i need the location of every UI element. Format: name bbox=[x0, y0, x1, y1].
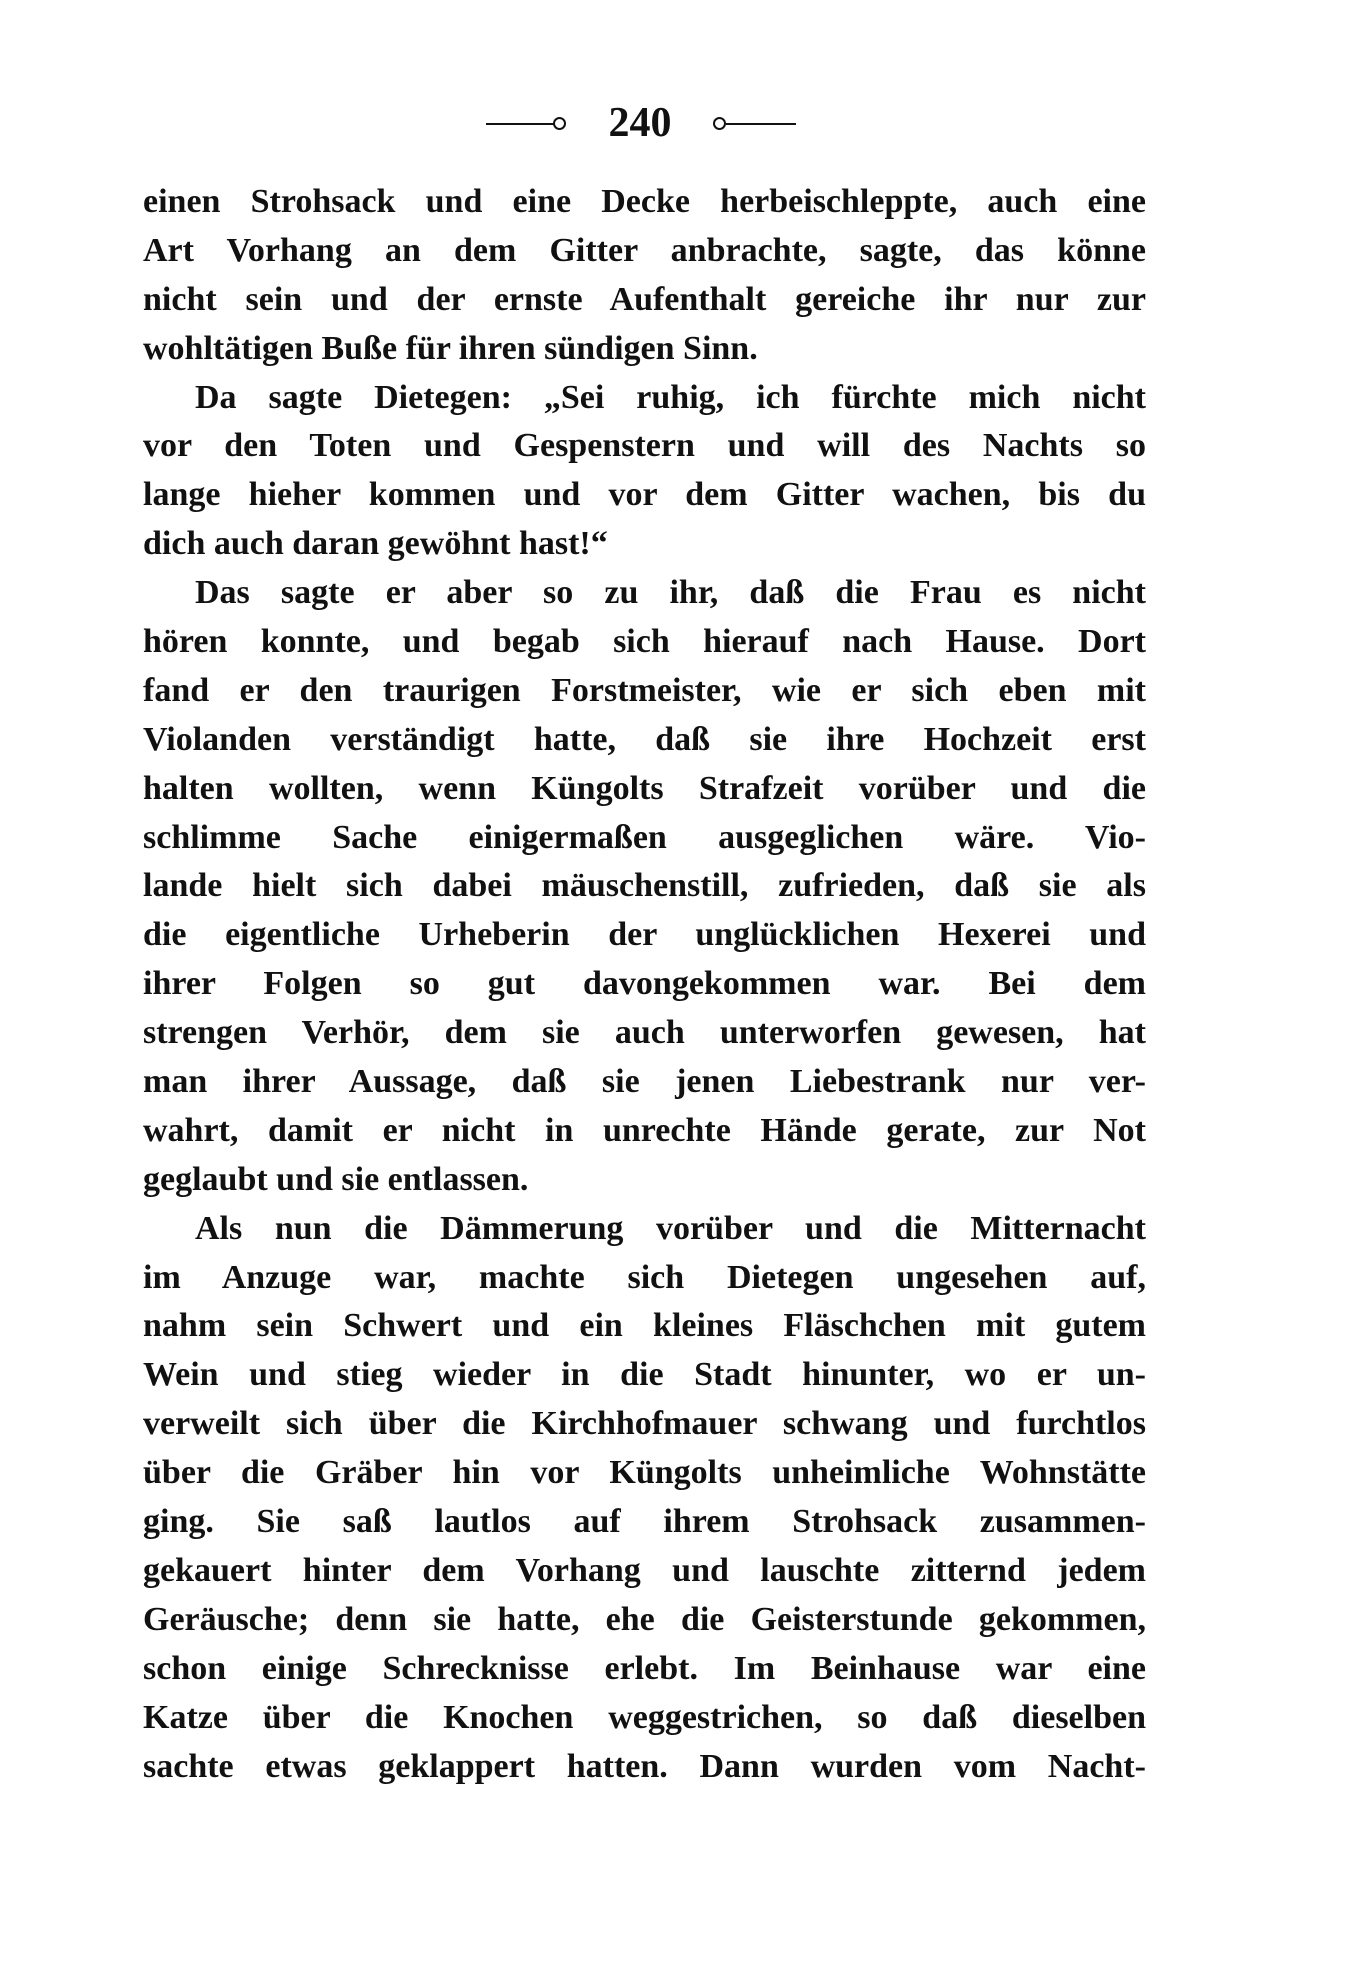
right-ornament-rule bbox=[726, 123, 796, 125]
text-line: fand er den traurigen Forstmeister, wie er sich eben mit bbox=[143, 671, 1146, 709]
text-line: gekauert hinter dem Vorhang und lauschte zitternd jedem bbox=[143, 1551, 1146, 1589]
text-line: geglaubt und sie entlassen. bbox=[143, 1160, 529, 1198]
body-text bbox=[143, 178, 1146, 1791]
text-line: halten wollten, wenn Küngolts Strafzeit vorüber und die bbox=[143, 769, 1146, 807]
text-line: wohltätigen Buße für ihren sündigen Sinn. bbox=[143, 329, 758, 367]
page-number: 240 bbox=[608, 100, 672, 146]
text-line: lange hieher kommen und vor dem Gitter wachen, bis du bbox=[143, 476, 1146, 514]
page-header bbox=[0, 100, 1352, 146]
text-line: die eigentliche Urheberin der unglücklichen Hexerei und bbox=[143, 916, 1146, 954]
text-line: schlimme Sache einigermaßen ausgeglichen wäre. Vio- bbox=[143, 818, 1146, 856]
text-line: Geräusche; denn sie hatte, ehe die Geisterstunde gekommen, bbox=[143, 1600, 1146, 1638]
right-ornament-circle-icon bbox=[713, 117, 726, 130]
text-line: Violanden verständigt hatte, daß sie ihre Hochzeit erst bbox=[143, 720, 1146, 758]
text-line: hören konnte, und begab sich hierauf nach Hause. Dort bbox=[143, 623, 1146, 661]
text-line: lande hielt sich dabei mäuschenstill, zufrieden, daß sie als bbox=[143, 867, 1146, 905]
text-line: sachte etwas geklappert hatten. Dann wurden vom Nacht- bbox=[143, 1747, 1146, 1785]
text-line: Katze über die Knochen weggestrichen, so daß dieselben bbox=[143, 1698, 1146, 1736]
left-ornament-rule bbox=[486, 123, 554, 125]
text-line: Das sagte er aber so zu ihr, daß die Frau es nicht bbox=[195, 574, 1146, 612]
text-line: dich auch daran gewöhnt hast!“ bbox=[143, 525, 608, 563]
text-line: wahrt, damit er nicht in unrechte Hände gerate, zur Not bbox=[143, 1111, 1146, 1149]
text-line: im Anzuge war, machte sich Dietegen ungesehen auf, bbox=[143, 1258, 1146, 1296]
text-line: verweilt sich über die Kirchhofmauer schwang und furchtlos bbox=[143, 1405, 1146, 1443]
text-line: schon einige Schrecknisse erlebt. Im Beinhause war eine bbox=[143, 1649, 1146, 1687]
text-line: Art Vorhang an dem Gitter anbrachte, sagte, das könne bbox=[143, 231, 1146, 269]
text-line: Als nun die Dämmerung vorüber und die Mitternacht bbox=[195, 1209, 1146, 1247]
text-line: nahm sein Schwert und ein kleines Fläschchen mit gutem bbox=[143, 1307, 1146, 1345]
left-ornament-circle-icon bbox=[553, 117, 566, 130]
text-line: über die Gräber hin vor Küngolts unheimliche Wohnstätte bbox=[143, 1454, 1146, 1492]
text-line: ging. Sie saß lautlos auf ihrem Strohsack zusammen- bbox=[143, 1503, 1146, 1541]
text-line: Wein und stieg wieder in die Stadt hinunter, wo er un- bbox=[143, 1356, 1146, 1394]
text-line: strengen Verhör, dem sie auch unterworfen gewesen, hat bbox=[143, 1014, 1146, 1052]
text-line: Da sagte Dietegen: „Sei ruhig, ich fürchte mich nicht bbox=[195, 378, 1146, 416]
text-line: nicht sein und der ernste Aufenthalt gereiche ihr nur zur bbox=[143, 280, 1146, 318]
text-line: man ihrer Aussage, daß sie jenen Liebestrank nur ver- bbox=[143, 1063, 1146, 1101]
text-line: vor den Toten und Gespenstern und will des Nachts so bbox=[143, 427, 1146, 465]
text-line: einen Strohsack und eine Decke herbeischleppte, auch eine bbox=[143, 183, 1146, 220]
text-line: ihrer Folgen so gut davongekommen war. Bei dem bbox=[143, 965, 1146, 1003]
